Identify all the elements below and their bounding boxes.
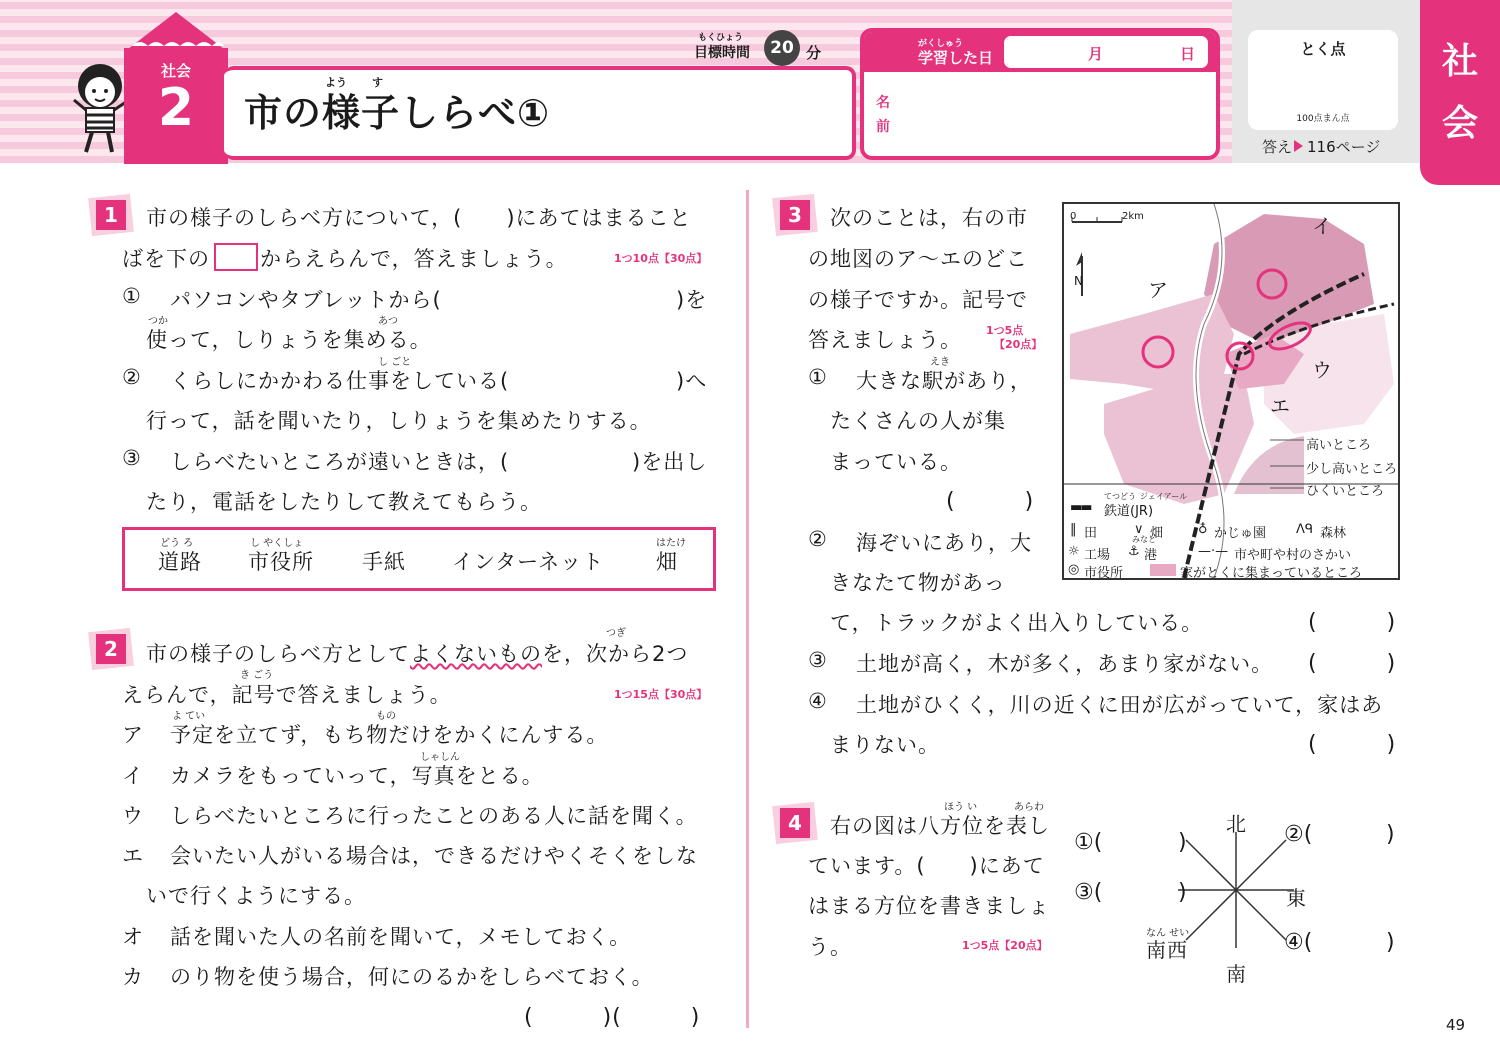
ruby-mono: もの — [376, 711, 396, 722]
q3-item4-line1: 土地がひくく，川の近くに田が広がっていて，家はあ — [856, 693, 1384, 717]
ruby-atsu: あつ — [378, 316, 398, 327]
page-title: 市の様子しらべ① — [244, 91, 551, 135]
q2-emphasis-not-good: よくないもの — [410, 642, 542, 666]
orchard-symbol-icon: ♁ — [1198, 522, 1208, 537]
q2-option-o-mark: オ — [122, 925, 144, 949]
triangle-right-icon — [1294, 140, 1303, 152]
q4-points: 1つ5点【20点】 — [962, 939, 1048, 952]
legend-factory: 工場 — [1084, 548, 1111, 563]
q3-item3-line1: 土地が高く，木が多く，あまり家がない。 — [856, 652, 1274, 676]
ruby-arawa: あらわ — [1014, 802, 1044, 813]
name-date-box — [860, 28, 1220, 160]
legend-orchard: かじゅ園 — [1214, 526, 1267, 541]
q3-points-total: 【20点】 — [994, 338, 1043, 351]
q4-blank-4-close: ) — [1386, 930, 1395, 955]
score-full-marks: 100点まん点 — [1296, 114, 1350, 124]
field-symbol-icon: ∨ — [1134, 522, 1144, 537]
month-label: 月 — [1088, 45, 1104, 63]
port-symbol-icon: ⚓ — [1128, 544, 1140, 559]
study-date-ruby: がくしゅう — [918, 39, 964, 49]
q3-item1-line1: 大きな駅があり， — [856, 369, 1032, 393]
compass-south: 南 — [1226, 962, 1247, 986]
q4-blank-2-open[interactable]: ②( — [1284, 822, 1313, 847]
q3-item2-line1: 海ぞいにあり，大 — [856, 531, 1032, 555]
map-label-i: イ — [1312, 214, 1332, 238]
compass-north: 北 — [1226, 812, 1247, 836]
q2-line1-part-c: を，次から2つ — [542, 642, 689, 666]
legend-dense-houses: 家がとくに集まっているところ — [1180, 566, 1363, 581]
ruby-shiyakusho: し やくしょ — [250, 538, 304, 549]
name-label-1: 名 — [876, 95, 890, 111]
q1-item2-text-tail: )へ — [676, 369, 708, 393]
ruby-tsugi: つぎ — [606, 628, 626, 639]
q3-item1-line2: たくさんの人が集 — [830, 409, 1006, 433]
target-time-unit: 分 — [806, 44, 822, 62]
ruby-hatake: はたけ — [656, 538, 686, 549]
q2-option-a-mark: ア — [122, 723, 144, 747]
q3-item4-mark: ④ — [808, 689, 828, 713]
name-input[interactable] — [904, 78, 1204, 148]
question-2-number: 2 — [96, 634, 126, 664]
q1-answer-2-input[interactable] — [556, 363, 676, 391]
q2-instruction-line2: えらんで，記号で答えましょう。 — [122, 683, 452, 707]
q4-blank-3-open[interactable]: ③( — [1074, 880, 1103, 905]
map-scale-zero: 0 — [1070, 211, 1077, 222]
word-choice-box — [122, 527, 716, 591]
q1-instruction-line1: 市の様子のしらべ方について，( )にあてはまること — [146, 206, 692, 230]
map-label-e: エ — [1270, 394, 1290, 418]
factory-symbol-icon: ☼ — [1068, 544, 1080, 559]
q1-item1-text: パソコンやタブレットから( — [170, 288, 442, 312]
q2-answer-blanks[interactable]: ( )( ) — [524, 1005, 701, 1030]
city-map — [1062, 202, 1400, 580]
q2-option-a: 予定を立てず，もち物だけをかくにんする。 — [170, 723, 609, 747]
boundary-symbol-icon: —·— — [1198, 544, 1229, 559]
rail-symbol-icon: ▬▬ — [1070, 500, 1091, 515]
q2-line1-part-a: 市の様子のしらべ方として — [146, 642, 410, 666]
compass-southwest: 南西 — [1146, 938, 1188, 962]
word-choice-shiyakusho: 市役所 — [248, 550, 314, 574]
ruby-eki: えき — [930, 357, 950, 368]
q1-item3-text-tail: )を出し — [632, 450, 708, 474]
q4-blank-2-close: ) — [1386, 822, 1395, 847]
q2-option-i: カメラをもっていって，写真をとる。 — [170, 764, 544, 788]
q1-item2-mark: ② — [122, 365, 142, 389]
legend-rail: 鉄道(JR) — [1104, 504, 1154, 519]
q4-line4: う。 — [808, 935, 852, 959]
q4-line1: 右の図は八方位を表し — [830, 814, 1050, 838]
ruby-shigoto: し ごと — [378, 357, 412, 368]
compass-east: 東 — [1286, 886, 1307, 910]
legend-city-hall: 市役所 — [1084, 566, 1124, 581]
q4-blank-1-close: ) — [1178, 830, 1187, 855]
q2-option-o: 話を聞いた人の名前を聞いて，メモしておく。 — [170, 925, 632, 949]
eight-direction-compass — [1176, 830, 1296, 950]
question-1-number: 1 — [96, 200, 126, 230]
q3-answer-4[interactable]: ( ) — [1308, 732, 1397, 757]
dense-area-swatch — [1150, 564, 1176, 576]
q1-item3-cont: たり，電話をしたりして教えてもらう。 — [146, 490, 542, 514]
map-elev-high: 高いところ — [1306, 438, 1372, 453]
target-time-label: 目標時間 — [694, 45, 750, 61]
legend-paddy: 田 — [1084, 526, 1098, 541]
child-mascot-icon — [70, 60, 132, 160]
column-divider — [746, 190, 749, 1028]
q3-line4: 答えましょう。 — [808, 328, 962, 352]
map-scale-2km: 2km — [1122, 211, 1144, 222]
study-date-input[interactable] — [1004, 36, 1208, 68]
q4-line3: はまる方位を書きましょ — [808, 894, 1050, 918]
q1-answer-1-input[interactable] — [470, 282, 670, 310]
subject-side-tab — [1420, 0, 1500, 185]
score-box[interactable] — [1248, 30, 1398, 130]
name-label-2: 前 — [876, 119, 890, 135]
word-choice-hatake: 畑 — [656, 550, 678, 574]
q2-option-e-mark: エ — [122, 844, 144, 868]
answer-page: 116ページ — [1307, 138, 1381, 156]
word-choice-douro: 道路 — [158, 550, 202, 574]
q3-line3: の様子ですか。記号で — [808, 288, 1028, 312]
target-minutes-clock-icon: 20 — [764, 30, 800, 66]
title-ruby-su: す — [372, 76, 383, 89]
q2-option-ka: のり物を使う場合，何にのるかをしらべておく。 — [170, 965, 654, 989]
q3-line1: 次のことは，右の市 — [830, 206, 1028, 230]
word-box-indicator — [214, 243, 258, 271]
q4-blank-3-close: ) — [1178, 880, 1187, 905]
q1-item3-mark: ③ — [122, 446, 142, 470]
answer-ref-label: 答え — [1262, 138, 1293, 156]
q2-option-e: 会いたい人がいる場合は，できるだけやくそくをしな — [170, 844, 698, 868]
unit-number: 2 — [157, 78, 195, 138]
q1-points: 1つ10点【30点】 — [614, 252, 708, 265]
ruby-tsuka: つか — [148, 316, 168, 327]
q3-answer-3[interactable]: ( ) — [1308, 651, 1397, 676]
map-elev-mid: 少し高いところ — [1306, 462, 1398, 477]
legend-forest: 森林 — [1320, 526, 1347, 541]
legend-boundary: 市や町や村のさかい — [1234, 548, 1352, 563]
word-choice-internet: インターネット — [452, 550, 605, 574]
target-time-ruby: もくひょう — [698, 33, 744, 43]
q1-item1-text-tail: )を — [676, 288, 708, 312]
q1-item3-text: しらべたいところが遠いときは，( — [170, 450, 510, 474]
ruby-jr: ジェイアール — [1140, 492, 1188, 501]
q3-item3-mark: ③ — [808, 648, 828, 672]
q3-item4-line2: まりない。 — [830, 733, 940, 757]
q1-instruction-line2a: ばを下の — [122, 247, 210, 271]
q3-item2-mark: ② — [808, 527, 828, 551]
answer-reference — [1262, 136, 1380, 157]
date-row — [864, 32, 1216, 72]
q2-points: 1つ15点【30点】 — [614, 688, 708, 701]
q1-item1-cont: 使って，しりょうを集める。 — [146, 328, 432, 352]
score-label: とく点 — [1300, 40, 1346, 58]
ruby-yotei: よ てい — [172, 711, 206, 722]
word-choice-tegami: 手紙 — [362, 550, 406, 574]
q2-option-u-mark: ウ — [122, 804, 144, 828]
paddy-symbol-icon: ‖ — [1070, 522, 1077, 537]
study-date-label: 学習した日 — [918, 49, 994, 67]
side-tab-char-2: 会 — [1441, 102, 1478, 144]
q2-option-e-cont: いで行くようにする。 — [146, 884, 366, 908]
q3-answer-2[interactable]: ( ) — [1308, 610, 1397, 635]
ruby-minato: みなと — [1132, 535, 1156, 544]
q3-item1-line3: まっている。 — [830, 450, 962, 474]
q2-option-ka-mark: カ — [122, 965, 144, 989]
q4-line2: ています。( )にあて — [808, 854, 1045, 878]
q2-option-u: しらべたいところに行ったことのある人に話を聞く。 — [170, 804, 698, 828]
ruby-tetsudou: てつどう — [1104, 492, 1136, 501]
unit-subject: 社会 — [160, 62, 191, 80]
question-3-number: 3 — [780, 200, 810, 230]
q1-item2-cont: 行って，話を聞いたり，しりょうを集めたりする。 — [146, 409, 652, 433]
forest-symbol-icon: ᐱᑫ — [1296, 522, 1314, 537]
title-ruby-you: よう — [325, 76, 347, 89]
unit-badge-tip — [124, 12, 228, 52]
q3-item1-mark: ① — [808, 365, 828, 389]
day-label: 日 — [1180, 45, 1196, 63]
side-tab-char-1: 社 — [1441, 40, 1478, 82]
q3-points-each: 1つ5点 — [986, 324, 1024, 337]
q3-item2-line3: て，トラックがよく出入りしている。 — [830, 611, 1204, 635]
city-hall-symbol-icon: ◎ — [1068, 562, 1080, 577]
ruby-nansei: なん せい — [1146, 928, 1190, 939]
ruby-douro: どう ろ — [160, 538, 194, 549]
q3-answer-1[interactable]: ( ) — [946, 489, 1035, 514]
page-number: 49 — [1446, 1016, 1466, 1034]
q4-blank-1-open[interactable]: ①( — [1074, 830, 1103, 855]
unit-badge — [124, 48, 228, 164]
ruby-shashin: しゃしん — [420, 752, 460, 763]
map-elev-low: ひくいところ — [1306, 484, 1385, 499]
q1-answer-3-input[interactable] — [530, 444, 640, 472]
q1-instruction-line2b: からえらんで，答えましょう。 — [260, 247, 568, 271]
q2-instruction-line1 — [146, 638, 688, 668]
map-label-a: ア — [1148, 278, 1168, 302]
legend-field: 畑 — [1150, 526, 1164, 541]
q3-item2-line2: きなたて物があっ — [830, 571, 1006, 595]
q4-blank-4-open[interactable]: ④( — [1284, 930, 1313, 955]
q1-item1-mark: ① — [122, 284, 142, 308]
map-north-label: N — [1074, 274, 1083, 288]
q3-line2: の地図のア～エのどこ — [808, 247, 1028, 271]
q1-item2-text: くらしにかかわる仕事をしている( — [170, 369, 510, 393]
question-4-number: 4 — [780, 808, 810, 838]
legend-port: 港 — [1144, 548, 1158, 563]
ruby-kigou: き ごう — [240, 670, 274, 681]
q2-option-i-mark: イ — [122, 764, 144, 788]
ruby-houi: ほう い — [944, 802, 978, 813]
map-label-u: ウ — [1312, 358, 1332, 382]
